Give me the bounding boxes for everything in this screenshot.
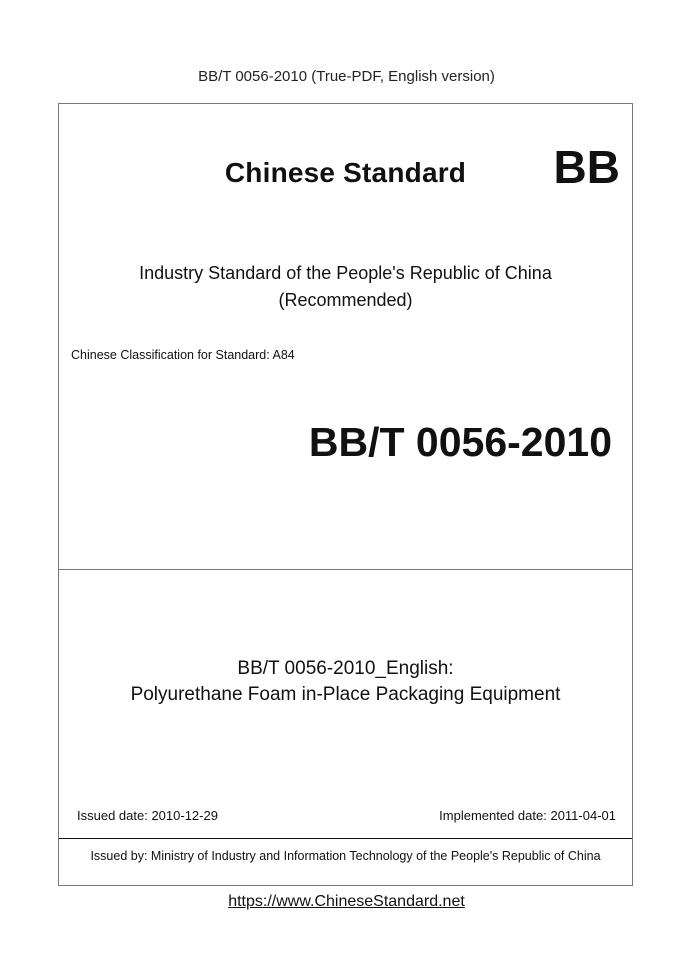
industry-standard-line: Industry Standard of the People's Republic of China	[139, 263, 552, 283]
standard-title: Chinese Standard	[224, 157, 467, 188]
page-header: BB/T 0056-2010 (True-PDF, English version)	[198, 68, 495, 85]
implemented-date: Implemented date: 2011-04-01	[439, 808, 616, 823]
classification-label: Chinese Classification for Standard: A84	[71, 348, 295, 362]
issued-date: Issued date: 2010-12-29	[77, 808, 218, 823]
cover-top-section	[59, 104, 632, 570]
document-title	[59, 656, 632, 708]
standard-code: BB	[553, 141, 620, 193]
website-link[interactable]: https://www.ChineseStandard.net	[228, 893, 465, 910]
issuer-text: Issued by: Ministry of Industry and Information Technology of the People's Republic of China	[90, 849, 601, 863]
cover-middle-section	[59, 570, 632, 838]
industry-standard-heading	[59, 260, 632, 314]
footer	[0, 893, 693, 911]
document-title-line2: Polyurethane Foam in-Place Packaging Equipment	[130, 684, 561, 705]
document-title-line1: BB/T 0056-2010_English:	[237, 658, 454, 679]
document-number: BB/T 0056-2010	[308, 419, 612, 465]
issuer-box	[59, 838, 632, 887]
recommended-label: (Recommended)	[278, 290, 413, 310]
cover-frame	[58, 103, 633, 886]
